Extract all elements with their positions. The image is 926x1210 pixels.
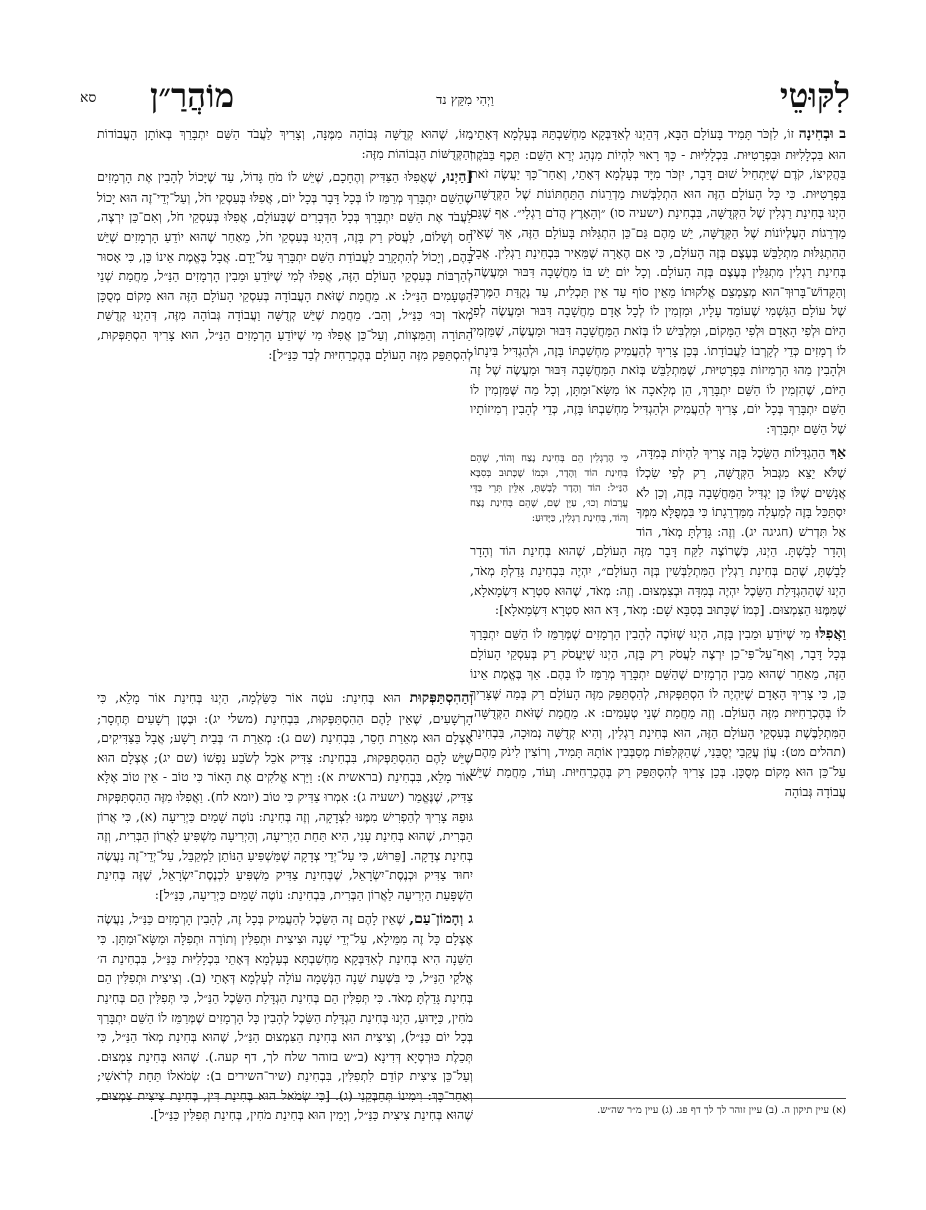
left-text-column-lower <box>97 688 473 1123</box>
paragraph-text: הוּא בְּחִינַת: עֹטֶה אוֹר כַּשַּׂלְמָה, הַיְנוּ בְּחִינַת אוֹר מָלֵא, כִּי הָרְשָׁעִים, שֶׁאֵין לָהֶם הַהִסְתַּפְּקוּת, בִּבְחִינַת (משלי יג): וּבֶטֶן רְשָׁעִים תֶּחְסָר; אֶצְלָם הוּא מְאֵרַת חָסֵר, בִּבְחִינַת (שם ג): מְאֵרַת ה׳ בְּבֵית רָשָׁע; אֲבָל בַּצַּדִּיקִים, שֶׁיֵּשׁ לָהֶם הַהִסְתַּפְּקוּת, בִּבְחִינַת: צַדִּיק אֹכֵל לְשֹׂבַע נַפְשׁוֹ (שם יג); אֶצְלָם הוּא אוֹר מָלֵא, בִּבְחִינַת (בראשית א): וַיַּרְא אֱלֹקִים אֶת הָאוֹר כִּי טוֹב - אֵין טוֹב אֶלָּא צַדִּיק, שֶׁנֶּאֱמַר (ישעיה ג): אִמְרוּ צַדִּיק כִּי טוֹב (יומא לח). וַאֲפִלּוּ מִזֶּה הַהִסְתַּפְּקוּת גּוּפֵהּ צָרִיךְ לְהַפְרִישׁ מִמֶּנּוּ לִצְדָקָה, וְזֶה בְּחִינַת: נוֹטֶה שָׁמַיִם כַּיְרִיעָה (א), כִּי אֲרוֹן הַבְּרִית, שֶׁהוּא בְּחִינַת עָנִי, הִיא תַּחַת הַיְרִיעָה, וְהַיְרִיעָה מַשְׁפִּיעַ לַאֲרוֹן הַבְּרִית, וְזֶה בְּחִינַת צְדָקָה. [פֵּרוּשׁ, כִּי עַל־יְדֵי צְדָקָה שֶׁמַּשְׁפִּיעַ הַנּוֹתֵן לַמְקַבֵּל, עַל־יְדֵי־זֶה נַעֲשֶׂה יִחוּד צַדִּיק וּכְנֶסֶת־יִשְׂרָאֵל, שֶׁבְּחִינַת צַדִּיק מַשְׁפִּיעַ לִכְנֶסֶת־יִשְׂרָאֵל, שֶׁזֶּה בְּחִינַת הַשְׁפָּעַת הַיְרִיעָה לַאֲרוֹן הַבְּרִית, בִּבְחִינַת: נוֹטֶה שָׁמַיִם כַּיְרִיעָה, כַּנַּ״ל]: <box>97 690 473 902</box>
paragraph <box>97 688 473 905</box>
paragraph-opening-words: וְהַהִסְתַּפְּקוּת <box>409 690 473 706</box>
paragraph-opening-words: וַאֲפִלּוּ <box>815 625 846 642</box>
paragraph-text: זוֹ, לִזְכֹּר תָּמִיד בָּעוֹלָם הַבָּא, דְּהַיְנוּ לְאִדַּבְּקָא מַחְשַׁבְתֵּהּ בְּעָלְמָא דְּאָתֵי, הוּא בִּכְלָלִיּוּת וּבִפְרָטִיּוּת. בִּכְלָלִיּוּת - כָּךְ רָאוּי לִהְיוֹת מִנְהַג יְרֵא הַשֵּׁם: תֵּכֶף בַּבֹּקֶר בַּהֲקִיצוֹ, קֹדֶם שֶׁיַּתְחִיל שׁוּם דָּבָר, יִזְכֹּר מִיָּד בְּעָלְמָא דְּאָתֵי, וְאַחַר־כָּךְ יַעֲשֶׂה זֹאת בִּפְרָטִיּוּת. כִּי כָּל הָעוֹלָם הַזֶּה הוּא הִתְלַבְּשׁוּת מַדְרֵגוֹת הַתַּחְתּוֹנוֹת שֶׁל הַקְּדֻשָּׁה, הַיְנוּ בְּחִינַת רַגְלִין שֶׁל הַקְּדֻשָּׁה, בִּבְחִינַת (ישעיה סו) ״וְהָאָרֶץ הֲדֹם רַגְלָי״. אַף שֶׁגַּם מַדְרֵגוֹת הָעֶלְיוֹנוֹת שֶׁל הַקְּדֻשָּׁה, יֵשׁ מֵהֶם גַּם־כֵּן הִתְגַּלּוּת בָּעוֹלָם הַזֶּה, אַךְ שֶׁאֵין הַהִתְגַּלּוּת מִתְלַבֵּשׁ בְּעֶצֶם בְּזֶה הָעוֹלָם, כִּי אִם הֶאָרָה שֶׁמֵּאִיר בִּבְחִינַת רַגְלִין. אֲבָל בְּחִינַת רַגְלִין מִתְגַּלִּין בְּעֶצֶם בְּזֶה הָעוֹלָם. וְכָל יוֹם יֵשׁ בּוֹ מַחֲשָׁבָה דִּבּוּר וּמַעֲשֶׂה, וְהַקָּדוֹשׁ־בָּרוּךְ־הוּא מְצַמְצֵם אֱלֹקוּתוֹ מֵאֵין סוֹף עַד אֵין תַּכְלִית, עַד נְקֻדַּת הַמֶּרְכָּז שֶׁל עוֹלָם הַגַּשְׁמִי שֶׁעוֹמֵד עָלָיו, וּמַזְמִין לוֹ לְכָל אָדָם מַחֲשָׁבָה דִּבּוּר וּמַעֲשֶׂה לְפִי הַיּוֹם וּלְפִי הָאָדָם וּלְפִי הַמָּקוֹם, וּמַלְבִּישׁ לוֹ בְּזֹאת הַמַּחֲשָׁבָה דִּבּוּר וּמַעֲשֶׂה, שֶׁמַּזְמִין לוֹ רְמָזִים כְּדֵי לְקָרְבוֹ לַעֲבוֹדָתוֹ. בְּכֵן צָרִיךְ לְהַעֲמִיק מַחְשַׁבְתּוֹ בָּזֶה, וּלְהַגְדִּיל בִּינָתוֹ, וּלְהָבִין מַהוּ הָרְמִיזוֹת בִּפְרָטִיּוּת, שֶׁמִּתְלַבֵּשׁ בְּזֹאת הַמַּחֲשָׁבָה דִּבּוּר וּמַעֲשֶׂה שֶׁל זֶה הַיּוֹם, שֶׁהִזְמִין לוֹ הַשֵּׁם יִתְבָּרַךְ, הֵן מְלָאכָה אוֹ מַשָּׂא־וּמַתָּן, וְכָל מַה שֶּׁמַּזְמִין לוֹ הַשֵּׁם יִתְבָּרַךְ בְּכָל יוֹם, צָרִיךְ לְהַעֲמִיק וּלְהַגְדִּיל מַחְשַׁבְתּוֹ בָּזֶה, כְּדֵי לְהָבִין רְמִיזוֹתָיו שֶׁל הַשֵּׁם יִתְבָּרַךְ: <box>470 126 846 436</box>
page-number: סא <box>80 90 97 106</box>
paragraph-text: מִי שֶׁיּוֹדֵעַ וּמֵבִין בָּזֶה, הַיְנוּ שֶׁזּוֹכֶה לְהָבִין הָרְמָזִים שֶׁמְּרַמֵּז לוֹ הַשֵּׁם יִתְבָּרַךְ בְּכָל דָּבָר, וְאַף־עַל־פִּי־כֵן יִרְצֶה לַעֲסֹק רַק בָּזֶה, הַיְנוּ שֶׁיַּעֲסֹק רַק בְּעִסְקֵי הָעוֹלָם הַזֶּה, מֵאַחַר שֶׁהוּא מֵבִין הָרְמָזִים שֶׁהַשֵּׁם יִתְבָּרַךְ מְרַמֵּז לוֹ בָּהֶם. אַךְ בֶּאֱמֶת אֵינוֹ כֵּן, כִּי צָרִיךְ הָאָדָם שֶׁיִּהְיֶה לוֹ הִסְתַּפְּקוּת, לְהִסְתַּפֵּק מִזֶּה הָעוֹלָם רַק בְּמַה שֶּׁצָּרִיךְ לוֹ בְּהֶכְרֵחִיּוּת מִזֶּה הָעוֹלָם. וְזֶה מֵחֲמַת שְׁנֵי טְעָמִים: א. מֵחֲמַת שֶׁזֹּאת הַקְּדֻשָּׁה, הַמִּתְלַבֶּשֶׁת בְּעִסְקֵי הָעוֹלָם הַזֶּה, הוּא בְּחִינַת רַגְלִין, וְהִיא קְדֻשָּׁה נְמוּכָה, בִּבְחִינַת (תהלים מט): עֲוֹן עֲקֵבַי יְסֻבֵּנִי, שֶׁהַקְּלִפּוֹת מְסַבְּבִין אוֹתָהּ תָּמִיד, וְרוֹצִין לִינֹק מֵהֶם, עַל־כֵּן הוּא מָקוֹם מְסֻכָּן. בְּכֵן צָרִיךְ לְהִסְתַּפֵּק רַק בְּהֶכְרֵחִיּוּת. וְעוֹד, מֵחֲמַת שֶׁיֵּשׁ עֲבוֹדָה גְּבוֹהָה <box>470 625 846 799</box>
paragraph <box>97 909 473 1126</box>
right-text-column <box>470 124 846 1080</box>
footnotes: (א) עיין תיקון ה. (ב) עיין זוהר לך לך דף פג. (ג) עיין מ״ר שה״ש. <box>96 1098 846 1116</box>
paragraph <box>470 443 846 620</box>
page-header <box>80 76 850 118</box>
paragraph <box>97 167 473 364</box>
left-text-column <box>97 124 473 684</box>
paragraph <box>470 624 846 801</box>
paragraph-opening-words: [הַיְנוּ, <box>441 169 473 186</box>
paragraph-opening-words: אַךְ <box>830 444 846 461</box>
book-title-likutei: לִקּוּטֵי <box>779 76 850 115</box>
paragraph: מִזּוֹ, שֶׁהוּא קְדֻשָּׁה גְּבוֹהָה מִמֶּנָּה, וְצָרִיךְ לַעֲבֹד הַשֵּׁם יִתְבָּרַךְ בְּאוֹתָן הָעֲבוֹדוֹת וְהַקְּדֻשּׁוֹת הַגְּבוֹהוֹת מִזֶּה: <box>97 126 473 161</box>
side-note-box: כִּי הָרַגְלִין הֵם בְּחִינַת נֶצַח וְהוֹד, שֶׁהֵם בְּחִינַת הוֹד וְהָדָר, וּכְמוֹ שֶׁכָּתוּב בְּסִבָּא הַנַּ״ל: הוֹד וְהָדָר לָבָשְׁתָּ, אִלֵּין תְּרֵי בַּדֵּי עֲרָבוֹת וְכוּ׳, עַיֵּן שָׁם, שֶׁהֵם בְּחִינַת נֶצַח וְהוֹד, בְּחִינַת רַגְלִין, כַּיָּדוּעַ: <box>470 452 628 524</box>
paragraph-opening-words: ג וְהָמוֹן־עַם, <box>409 910 473 927</box>
parsha-section-heading: וַיְהִי מִקֵּץ נד <box>436 93 494 108</box>
paragraph-text: שֶׁאֵין לָהֶם זֶה הַשֵּׂכֶל לְהַעֲמִיק בְּכָל זֶה, לְהָבִין הָרְמָזִים כַּנַּ״ל, נַעֲשֶׂה אֶצְלָם כָּל זֶה מִמֵּילָא, עַל־יְדֵי שָׁנָה וּצִיצִית וּתְפִלִּין וְתוֹרָה וּתְפִלָּה וּמַשָּׂא־וּמַתָּן. כִּי הַשֵּׁנָה הִיא בְּחִינַת לְאִדַּבְּקָא מַחְשַׁבְתָּא בְּעָלְמָא דְּאָתֵי בִּכְלָלִיּוּת כַּנַּ״ל, בִּבְחִינַת ה׳ אֱלֹקַי הַנַּ״ל, כִּי בִּשְׁעַת שֵׁנָה הַנְּשָׁמָה עוֹלָה לְעָלְמָא דְּאָתֵי (ב). וְצִיצִית וּתְפִלִּין הֵם בְּחִינַת גָּדַלְתָּ מְאֹד. כִּי תְּפִלִּין הֵם בְּחִינַת הַגְדָּלַת הַשֵּׂכֶל הַנַּ״ל, כִּי תְּפִלִּין הֵם בְּחִינַת מֹחִין, כַּיָּדוּעַ, הַיְנוּ בְּחִינַת הַגְדָּלַת הַשֵּׂכֶל לְהָבִין כָּל הָרְמָזִים שֶׁמְּרַמֵּז לוֹ הַשֵּׁם יִתְבָּרַךְ בְּכָל יוֹם כַּנַּ״ל), וְצִיצִית הוּא בְּחִינַת הַצִּמְצוּם הַנַּ״ל, שֶׁהוּא בְּחִינַת מְאֹד הַנַּ״ל, כִּי תְּכֵלֶת כּוּרְסְיָא דְּדִינָא (ב״ש בזוהר שלח לך, דף קעה.). שֶׁהוּא בְּחִינַת צִמְצוּם. וְעַל־כֵּן צִיצִית קוֹדֵם לִתְפִלִּין, בִּבְחִינַת (שיר־השירים ב): שְׂמֹאלוֹ תַּחַת לְרֹאשִׁי; וְאַחַר־כָּךְ: וִימִינוֹ תְּחַבְּקֵנִי (ג). [כִּי שְׂמֹאל הוּא בְּחִינַת דִּין, בְּחִינַת צִיצִית צִמְצוּם, שֶׁהוּא בְּחִינַת צִיצִית כַּנַּ״ל, וְיָמִין הוּא בְּחִינַת מֹחִין, בְּחִינַת תְּפִלִּין כַּנַּ״ל]. <box>97 910 473 1123</box>
book-title-moharan: מוֹהֲרַ״ן <box>150 76 235 115</box>
paragraph-text: הַהַגְדָּלוֹת הַשֵּׂכֶל בָּזֶה צָרִיךְ לִהְיוֹת בְּמִדָּה, שֶׁלֹּא יֵצֵא מִגְּבוּל הַקְּדֻשָּׁה, רַק לְפִי שִׂכְלוֹ אֲנָשִׁים שֶׁלּוֹ כֵּן יַגְדִּיל הַמַּחֲשָׁבָה בָּזֶה, וְכֵן לֹא יִסְתַּכֵּל בָּזֶה לְמַעְלָה מִמַּדְרֵגָתוֹ כִּי בִּמְפֻלָּא מִמְּךָ אַל תִּדְרשׁ (חגיגה יג). וְזֶה: גָּדַלְתָּ מְאֹד, הוֹד וְהָדָר לָבָשְׁתָּ. הַיְנוּ, כְּשֶׁרוֹצֶה לִקַּח דָּבָר מִזֶּה הָעוֹלָם, שֶׁהוּא בְּחִינַת הוֹד וְהָדָר לָבָשְׁתָּ, שֶׁהֵם בְּחִינַת רַגְלִין הַמִּתְלַבְּשִׁין בְּזֶה הָעוֹלָם״, יִהְיֶה בִּבְחִינַת גָּדַלְתָּ מְאֹד, הַיְנוּ שֶׁהַהַגְדָּלַת הַשֵּׂכֶל יִהְיֶה בְּמִדָּה וּבְצִמְצוּם. וְזֶה: מְאֹד, שֶׁהוּא סִטְרָא דִּשְׂמָאלָא, שֶׁמִּמֶּנּוּ הַצִּמְצוּם. [כְּמוֹ שֶׁכָּתוּב בְּסִבָּא שָׁם: מְאֹד, דָּא הוּא סִטְרָא דִּשְׂמָאלָא]: <box>470 444 846 618</box>
paragraph-opening-words: ב וּבְחִינָה <box>798 126 847 142</box>
paragraph-text: שֶׁאֲפִלּוּ הַצַּדִּיק וְהֶחָכָם, שֶׁיֵּשׁ לוֹ מֹחַ גָּדוֹל, עַד שֶׁיָּכוֹל לְהָבִין אֶת הָרְמָזִים שֶׁהַשֵּׁם יִתְבָּרַךְ מְרַמֵּז לוֹ בְּכָל דָּבָר בְּכָל יוֹם, אֲפִלּוּ בְּעִסְקֵי חֹל, וְעַל־יְדֵי־זֶה הוּא יָכוֹל לַעֲבֹד אֶת הַשֵּׁם יִתְבָּרַךְ בְּכָל הַדְּבָרִים שֶׁבָּעוֹלָם, אֲפִלּוּ בְּעִסְקֵי חֹל, וְאִם־כֵּן יִרְצֶה, חַס וְשָׁלוֹם, לַעֲסֹק רַק בָּזֶה, דְּהַיְנוּ בְּעִסְקֵי חֹל, מֵאַחַר שֶׁהוּא יוֹדֵעַ הָרְמָזִים שֶׁיֵּשׁ בָּהֶם, וְיָכוֹל לְהִתְקָרֵב לַעֲבוֹדַת הַשֵּׁם יִתְבָּרַךְ עַל־יָדָם. אֲבָל בֶּאֱמֶת אֵינוֹ כֵּן, כִּי אָסוּר לְהַרְבּוֹת בְּעִסְקֵי הָעוֹלָם הַזֶּה, אֲפִלּוּ לְמִי שֶׁיּוֹדֵעַ וּמֵבִין הָרְמָזִים הַנַּ״ל, מֵחֲמַת שְׁנֵי הַטְּעָמִים הַנַּ״ל: א. מֵחֲמַת שֶׁזֹּאת הָעֲבוֹדָה בְּעִסְקֵי הָעוֹלָם הַזֶּה הוּא מָקוֹם מְסֻכָּן מְאֹד וְכוּ׳ כַּנַּ״ל, וְהַב׳. מֵחֲמַת שֶׁיֵּשׁ קְדֻשָּׁה וַעֲבוֹדָה גְּבוֹהָה מִזֶּה, דְּהַיְנוּ קְדֻשַּׁת הַתּוֹרָה וְהַמִּצְווֹת, וְעַל־כֵּן אֲפִלּוּ מִי שֶׁיּוֹדֵעַ הָרְמָזִים הַנַּ״ל, הוּא צָרִיךְ הִסְתַּפְּקוּת, לְהִסְתַּפֵּק מִזֶּה הָעוֹלָם בְּהֶכְרֵחִיּוּת לְבַד כַּנַּ״ל]: <box>97 169 473 362</box>
paragraph <box>470 124 846 439</box>
